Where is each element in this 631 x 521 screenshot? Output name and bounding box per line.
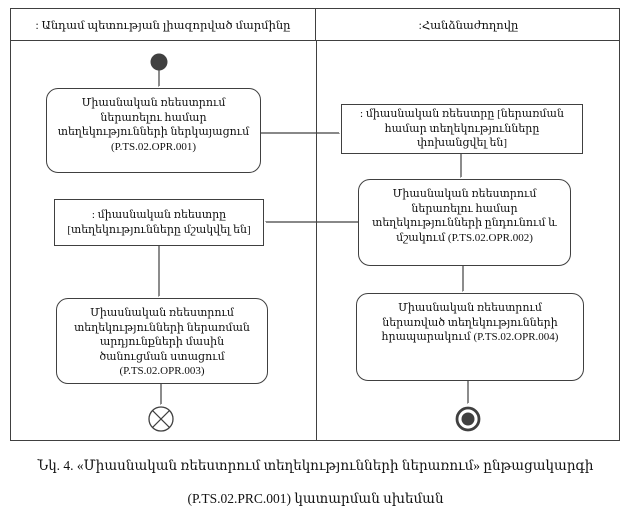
action-node-publish-info <box>356 293 584 381</box>
action-node-receive-notification <box>56 298 268 384</box>
action-node-label: Միասնական ռեեստրում ներառելու համար տեղեկությունների ներկայացում (P.TS.02.OPR.001) <box>57 97 250 153</box>
action-node-submit-info <box>46 88 261 173</box>
object-node-registry-transferred <box>341 104 583 154</box>
figure-caption-line2: (P.TS.02.PRC.001) կատարման սխեման <box>187 491 444 506</box>
initial-node-icon <box>151 54 168 71</box>
lane-header-authorized-body <box>11 9 316 40</box>
object-node-label: : միասնական ռեեստրը [ներառման համար տեղեկությունները փոխանցվել են] <box>360 108 564 150</box>
lane-label: : Անդամ պետության լիազորված մարմինը <box>35 19 291 32</box>
activity-final-node-icon <box>457 408 479 430</box>
lane-header-commission <box>316 9 621 40</box>
lane-label: :Հանձնաժողովը <box>418 19 519 32</box>
action-node-label: Միասնական ռեեստրում ներառելու համար տեղեկությունների ընդունում և մշակում (P.TS.02.OPR.002) <box>372 188 557 244</box>
figure-caption-line1: Նկ. 4. «Միասնական ռեեստրում տեղեկությունների ներառում» ընթացակարգի <box>37 458 594 473</box>
action-node-label: Միասնական ռեեստրում ներառված տեղեկությունների հրապարակում (P.TS.02.OPR.004) <box>381 302 559 344</box>
flow-final-node-icon <box>149 407 173 431</box>
object-node-label: : միասնական ռեեստրը [տեղեկությունները մշակվել են] <box>67 208 251 236</box>
diagram-frame <box>10 8 620 441</box>
swimlane-divider <box>316 41 317 440</box>
action-node-label: Միասնական ռեեստրում տեղեկությունների ներառման արդյունքների մասին ծանուցման ստացում (P.TS.02.OPR.003) <box>74 307 250 378</box>
swimlane-headers <box>11 9 619 41</box>
object-node-registry-processed <box>54 199 264 246</box>
action-node-receive-process-info <box>358 179 571 266</box>
